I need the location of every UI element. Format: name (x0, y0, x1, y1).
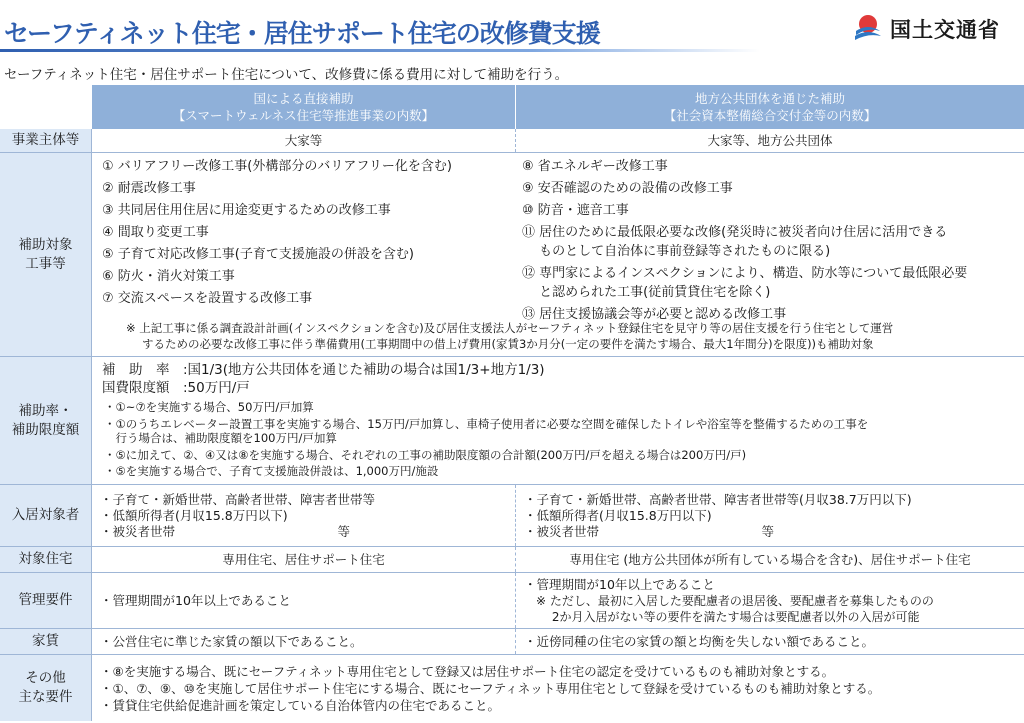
works-note-1: ※ 上記工事に係る調査設計計画(インスペクションを含む)及び居住支援法人がセーフティネット登録住宅を見守り等の居住支援を行う住宅として運営 (126, 321, 894, 335)
column-header-local (516, 85, 1024, 129)
list-item: ・⑧を実施する場合、既にセーフティネット専用住宅として登録又は居住サポート住宅の認定を受けているものも補助対象とする。 (100, 663, 835, 679)
ministry-name: 国土交通省 (890, 18, 1000, 42)
list-item: ・低額所得者(月収15.8万円以下) (100, 507, 288, 523)
list-item: ⑨ 安否確認のための設備の改修工事 (522, 181, 733, 196)
list-item: 行う場合は、補助限度額を100万円/戸加算 (104, 431, 337, 445)
works-list-local (522, 157, 967, 324)
list-item: ⑥ 防火・消火対策工事 (102, 269, 235, 284)
rent-local-text: ・近傍同種の住宅の家賃の額と均衡を失しない額であること。 (524, 633, 875, 649)
list-item: ・子育て・新婚世帯、高齢者世帯、障害者世帯等(月収38.7万円以下) (524, 491, 912, 507)
operator-local: 大家等、地方公共団体 (707, 132, 833, 148)
list-item: ⑩ 防音・遮音工事 (522, 203, 629, 218)
list-item: ⑦ 交流スペースを設置する改修工事 (102, 291, 313, 306)
ministry-emblem-icon (852, 11, 884, 43)
rate-line: 補 助 率 :国1/3(地方公共団体を通じた補助の場合は国1/3+地方1/3) (102, 362, 545, 378)
list-item: ⑧ 省エネルギー改修工事 (522, 159, 668, 174)
list-item: ・低額所得者(月収15.8万円以下) (524, 507, 712, 523)
other-cell (92, 655, 1024, 721)
management-local (516, 573, 1024, 628)
list-item: ※ ただし、最初に入居した要配慮者の退居後、要配慮者を募集したものの (524, 593, 934, 608)
works-cell (92, 153, 1024, 356)
list-item: ⑬ 居住支援協議会等が必要と認める改修工事 (522, 307, 787, 322)
row-label-residents: 入居対象者 (0, 485, 92, 546)
housing-local: 専用住宅 (地方公共団体が所有している場合を含む)、居住サポート住宅 (569, 551, 971, 567)
rent-national-text: ・公営住宅に準じた家賃の額以下であること。 (100, 633, 363, 649)
table-row-residents (0, 485, 1024, 547)
list-item: ・⑤を実施する場合で、子育て支援施設併設は、1,000万円/施設 (104, 464, 439, 478)
table-row-other (0, 655, 1024, 721)
intro-text: セーフティネット住宅・居住サポート住宅について、改修費に係る費用に対して補助を行う。 (4, 67, 569, 83)
list-item: ・①~⑦を実施する場合、50万円/戸加算 (104, 400, 314, 414)
column-header-row (0, 85, 1024, 129)
list-item: ① バリアフリー改修工事(外構部分のバリアフリー化を含む) (102, 159, 452, 174)
housing-national: 専用住宅、居住サポート住宅 (92, 547, 516, 572)
column-subtitle-national: 【スマートウェルネス住宅等推進事業の内数】 (172, 108, 435, 123)
table-row-rate (0, 357, 1024, 485)
list-item: ものとして自治体に事前登録等されたものに限る) (522, 244, 831, 259)
column-subtitle-local: 【社会資本整備総合交付金等の内数】 (663, 108, 877, 123)
table-row-works (0, 153, 1024, 357)
list-item: ・賃貸住宅供給促進計画を策定している自治体管内の住宅であること。 (100, 697, 501, 713)
list-item: ④ 間取り変更工事 (102, 225, 209, 240)
list-item: ⑤ 子育て対応改修工事(子育て支援施設の併設を含む) (102, 247, 414, 262)
limit-line: 国費限度額 :50万円/戸 (102, 380, 250, 396)
title-underline (0, 49, 760, 52)
list-item: ⑪ 居住のために最低限必要な改修(発災時に被災者向け住居に活用できる (522, 225, 948, 240)
works-note-2: するための必要な改修工事に伴う準備費用(工事期間中の借上げ費用(家賃3か月分(一定の要件を満たす場合、最大1年間分)を限度))も補助対象 (142, 337, 874, 351)
column-title-local: 地方公共団体を通じた補助 (694, 91, 845, 106)
row-label-operator: 事業主体等 (0, 129, 92, 152)
management-national (92, 573, 516, 628)
rate-cell (92, 357, 1024, 484)
header-corner (0, 85, 92, 129)
list-item: と認められた工事(従前賃貸住宅を除く) (522, 285, 771, 300)
rent-national (92, 629, 516, 654)
list-item: ・被災者世帯 等 (524, 523, 775, 539)
list-item: ・子育て・新婚世帯、高齢者世帯、障害者世帯等 (100, 491, 376, 507)
management-national-text: ・管理期間が10年以上であること (100, 592, 291, 608)
list-item: ・⑤に加えて、②、④又は⑧を実施する場合、それぞれの工事の補助限度額の合計額(200万円/戸を超える場合は200万円/戸) (104, 447, 747, 462)
page-title: セーフティネット住宅・居住サポート住宅の改修費支援 (4, 19, 600, 48)
table-row-management (0, 573, 1024, 629)
row-label-housing: 対象住宅 (0, 547, 92, 572)
row-label-works: 補助対象 工事等 (0, 153, 92, 356)
list-item: ・被災者世帯 等 (100, 523, 351, 539)
row-label-other: その他 主な要件 (0, 655, 92, 721)
list-item: ・管理期間が10年以上であること (524, 576, 715, 592)
rent-local (516, 629, 1024, 654)
column-header-national (92, 85, 516, 129)
list-item: ③ 共同居住用住居に用途変更するための改修工事 (102, 203, 391, 218)
table-row-housing (0, 547, 1024, 573)
list-item: ・①、⑦、⑨、⑩を実施して居住サポート住宅にする場合、既にセーフティネット専用住宅として登録を受けているものも補助対象とする。 (100, 680, 881, 696)
page-header (0, 0, 1024, 56)
residents-national (92, 485, 516, 546)
works-list-national (102, 157, 452, 308)
row-label-rate: 補助率・ 補助限度額 (0, 357, 92, 484)
table-row-rent (0, 629, 1024, 655)
column-title-national: 国による直接補助 (253, 91, 354, 106)
row-label-management: 管理要件 (0, 573, 92, 628)
list-item: ② 耐震改修工事 (102, 181, 196, 196)
list-item: ・①のうちエレベーター設置工事を実施する場合、15万円/戸加算し、車椅子使用者に必要な空間を確保したトイレや浴室等を整備するための工事を (104, 416, 869, 431)
ministry-logo (852, 10, 1020, 44)
rate-details (104, 400, 868, 479)
list-item: 2か月入居がない等の要件を満たす場合は要配慮者以外の入居が可能 (524, 609, 920, 624)
table-row-operator (0, 129, 1024, 153)
residents-local (516, 485, 1024, 546)
operator-national: 大家等 (92, 129, 516, 152)
row-label-rent: 家賃 (0, 629, 92, 654)
list-item: ⑫ 専門家によるインスペクションにより、構造、防水等について最低限必要 (522, 266, 968, 281)
